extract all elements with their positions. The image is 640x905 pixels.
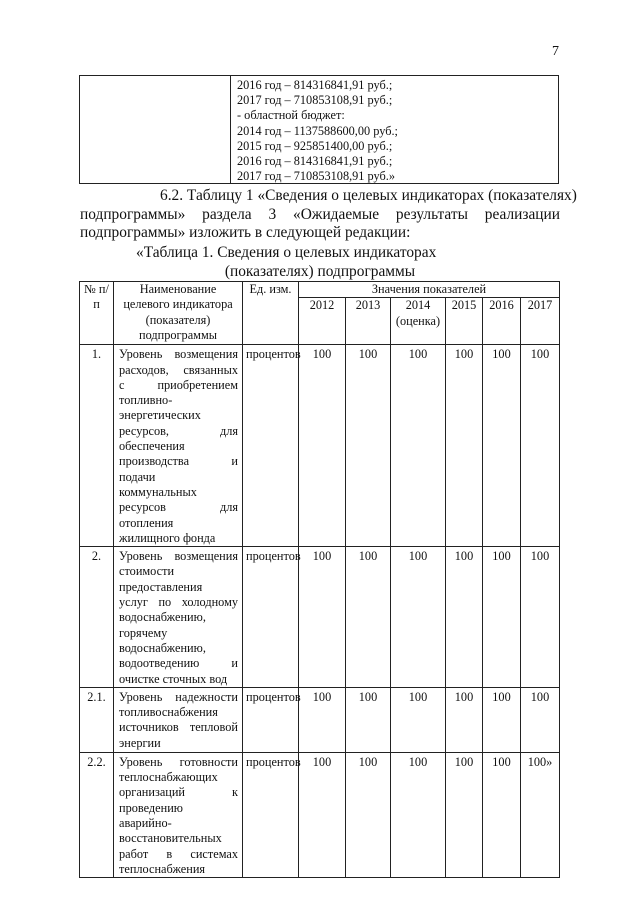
indicator-name-line: ресурсов для (119, 500, 238, 515)
budget-line: - областной бюджет: (237, 108, 345, 123)
value-cell: 100 (391, 345, 446, 547)
header-values-group: Значения показателей (299, 282, 560, 298)
header-name: Наименование целевого индикатора (показателя) подпрограммы (114, 282, 243, 345)
budget-line: 2017 год – 710853108,91 руб.» (237, 169, 395, 184)
header-number: № п/п (80, 282, 114, 345)
unit-cell: процентов (243, 547, 299, 688)
indicator-name-line: ресурсов, для (119, 423, 238, 438)
unit-cell: процентов (243, 752, 299, 877)
indicator-name-line: обеспечения (119, 439, 185, 454)
table-caption-line1: «Таблица 1. Сведения о целевых индикаторах (136, 244, 437, 261)
row-number: 1. (80, 345, 114, 547)
value-cell: 100 (391, 547, 446, 688)
value-cell: 100» (521, 752, 560, 877)
indicator-name (114, 752, 243, 877)
table-row (80, 345, 560, 547)
indicator-name-line: водоснабжению, (119, 610, 206, 625)
budget-line: 2014 год – 1137588600,00 руб.; (237, 123, 398, 138)
indicator-name-line: проведению (119, 800, 183, 815)
indicators-table (79, 281, 560, 878)
value-cell: 100 (483, 547, 521, 688)
value-cell: 100 (391, 752, 446, 877)
indicator-name-line: топливоснабжения (119, 705, 218, 720)
indicator-name-line: организаций к (119, 785, 238, 800)
budget-line: 2016 год – 814316841,91 руб.; (237, 154, 393, 169)
header-year-2016: 2016 (483, 298, 521, 345)
header-year-2013: 2013 (346, 298, 391, 345)
indicator-name-line: энергетических (119, 408, 201, 423)
header-year-2017: 2017 (521, 298, 560, 345)
value-cell: 100 (483, 752, 521, 877)
page-number: 7 (552, 44, 559, 59)
indicator-name-line: услуг по холодному (119, 595, 238, 610)
value-cell: 100 (346, 752, 391, 877)
value-cell: 100 (483, 687, 521, 752)
value-cell: 100 (483, 345, 521, 547)
indicator-name-line: Уровень надежности (119, 689, 238, 704)
indicator-name-line: водоотведению и (119, 656, 238, 671)
value-cell: 100 (446, 547, 483, 688)
budget-continuation-table (79, 75, 559, 184)
value-cell: 100 (299, 687, 346, 752)
row-number: 2.1. (80, 687, 114, 752)
value-cell: 100 (391, 687, 446, 752)
indicator-name-line: работ в системах (119, 846, 238, 861)
indicator-name-line: производства и (119, 454, 238, 469)
indicator-name-line: очистке сточных вод (119, 671, 228, 686)
value-cell: 100 (346, 687, 391, 752)
row-number: 2.2. (80, 752, 114, 877)
amendment-paragraph (80, 187, 577, 243)
indicator-name (114, 345, 243, 547)
indicator-name-line: Уровень возмещения (119, 549, 238, 564)
indicator-name-line: расходов, связанных (119, 362, 238, 377)
indicator-name-line: теплоснабжающих (119, 770, 218, 785)
indicator-name (114, 547, 243, 688)
table-row (80, 752, 560, 877)
budget-table-left-cell (80, 76, 231, 183)
unit-cell: процентов (243, 687, 299, 752)
indicator-name-line: Уровень возмещения (119, 347, 238, 362)
indicator-name-line: энергии (119, 735, 161, 750)
paragraph-line: подпрограммы» изложить в следующей редакции: (80, 224, 411, 241)
value-cell: 100 (446, 687, 483, 752)
budget-table-right-cell (232, 78, 558, 184)
value-cell: 100 (521, 345, 560, 547)
indicator-name-line: предоставления (119, 579, 203, 594)
indicator-name-line: топливно- (119, 393, 173, 408)
indicator-name-line: теплоснабжения (119, 861, 206, 876)
budget-line: 2015 год – 925851400,00 руб.; (237, 138, 393, 153)
paragraph-line: подпрограммы» раздела 3 «Ожидаемые результаты реализации (80, 205, 560, 223)
value-cell: 100 (299, 752, 346, 877)
budget-line: 2016 год – 814316841,91 руб.; (237, 78, 393, 92)
value-cell: 100 (521, 547, 560, 688)
unit-cell: процентов (243, 345, 299, 547)
indicator-name-line: отопления (119, 515, 174, 530)
row-number: 2. (80, 547, 114, 688)
value-cell: 100 (299, 345, 346, 547)
indicator-name-line: Уровень готовности (119, 754, 238, 769)
indicator-name-line: восстановительных (119, 831, 222, 846)
indicator-name-line: аварийно- (119, 816, 172, 831)
indicator-name-line: жилищного фонда (119, 530, 216, 545)
value-cell: 100 (446, 345, 483, 547)
table-row (80, 687, 560, 752)
value-cell: 100 (299, 547, 346, 688)
indicator-name-line: коммунальных (119, 484, 197, 499)
indicator-name-line: с приобретением (119, 377, 238, 392)
indicator-name-line: водоснабжению, (119, 640, 206, 655)
paragraph-line: 6.2. Таблицу 1 «Сведения о целевых индикаторах (показателях) (160, 187, 577, 204)
header-year-2014: 2014 (оценка) (391, 298, 446, 345)
value-cell: 100 (346, 345, 391, 547)
indicator-name-line: источников тепловой (119, 720, 238, 735)
value-cell: 100 (446, 752, 483, 877)
header-unit: Ед. изм. (243, 282, 299, 345)
header-year-2015: 2015 (446, 298, 483, 345)
table-row (80, 547, 560, 688)
value-cell: 100 (521, 687, 560, 752)
table-caption-line2: (показателях) подпрограммы (224, 263, 416, 280)
indicator-name-line: подачи (119, 469, 156, 484)
indicator-name-line: стоимости (119, 564, 175, 579)
indicator-name-line: горячему (119, 625, 168, 640)
header-year-2012: 2012 (299, 298, 346, 345)
value-cell: 100 (346, 547, 391, 688)
indicator-name (114, 687, 243, 752)
budget-line: 2017 год – 710853108,91 руб.; (237, 93, 393, 108)
